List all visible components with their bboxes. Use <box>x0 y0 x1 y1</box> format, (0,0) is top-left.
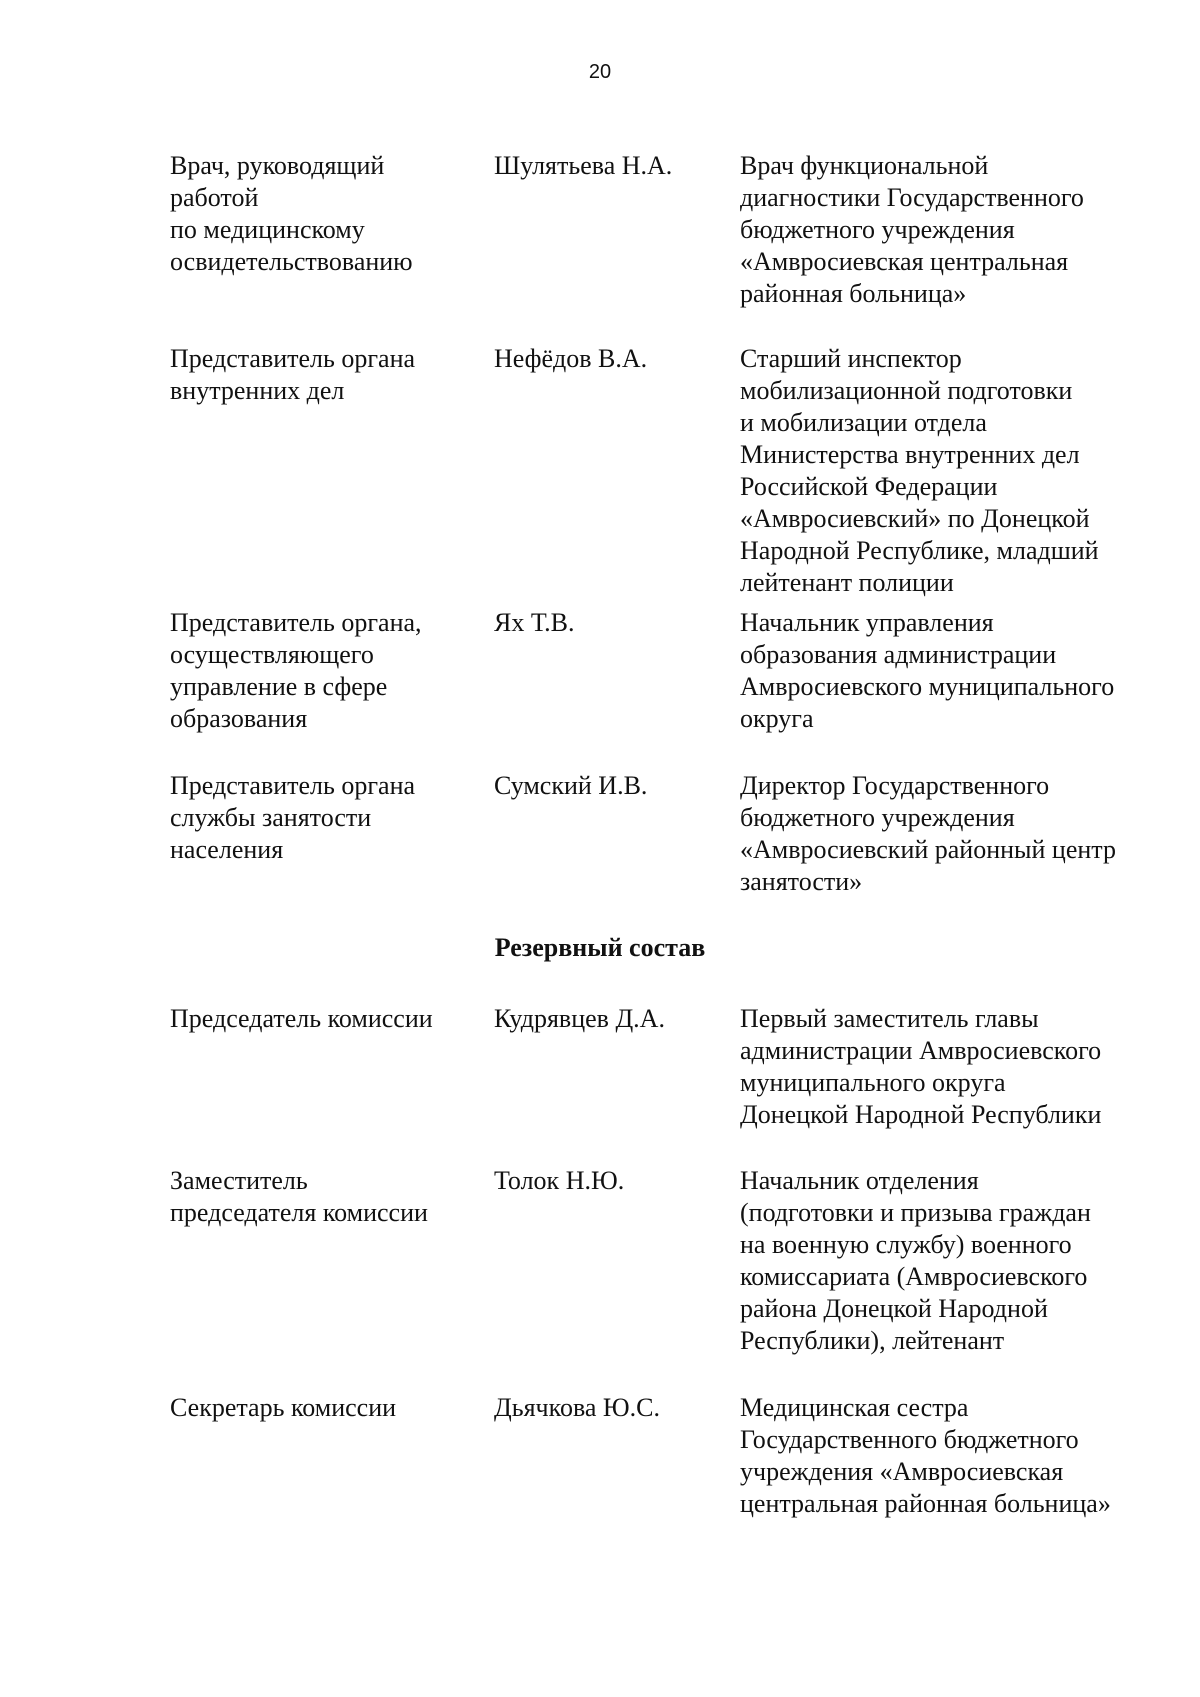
member-name: Ях Т.В. <box>494 608 575 637</box>
member-description: Врач функциональной диагностики Государственного бюджетного учреждения «Амвросиевская центральная районная больница» <box>740 151 1084 308</box>
member-role: Представитель органа внутренних дел <box>170 344 416 405</box>
member-description: Медицинская сестра Государственного бюджетного учреждения «Амвросиевская центральная районная больница» <box>740 1393 1111 1518</box>
page-number: 20 <box>588 61 612 83</box>
member-name: Кудрявцев Д.А. <box>494 1004 665 1033</box>
member-role: Председатель комиссии <box>170 1004 433 1033</box>
member-name: Дьячкова Ю.С. <box>494 1393 660 1422</box>
member-name: Сумский И.В. <box>494 771 648 800</box>
section-title-reserve: Резервный состав <box>494 933 706 962</box>
member-description: Старший инспектор мобилизационной подготовки и мобилизации отдела Министерства внутренних дел Российской Федерации «Амвросиевский» по Донецкой Народной Республике, младший лейтенант полиции <box>740 344 1099 597</box>
member-name: Нефёдов В.А. <box>494 344 648 373</box>
member-role: Представитель органа службы занятости населения <box>170 771 416 864</box>
member-role: Секретарь комиссии <box>170 1393 397 1422</box>
member-name: Шулятьева Н.А. <box>494 151 673 180</box>
member-role: Представитель органа, осуществляющего управление в сфере образования <box>170 608 422 733</box>
member-name: Толок Н.Ю. <box>494 1166 625 1195</box>
member-description: Начальник отделения (подготовки и призыва граждан на военную службу) военного комиссариата (Амвросиевского района Донецкой Народной Республики), лейтенант <box>740 1166 1091 1355</box>
member-description: Начальник управления образования администрации Амвросиевского муниципального округа <box>740 608 1115 733</box>
member-role: Заместитель председателя комиссии <box>170 1166 428 1227</box>
member-description: Первый заместитель главы администрации Амвросиевского муниципального округа Донецкой Народной Республики <box>740 1004 1102 1129</box>
member-description: Директор Государственного бюджетного учреждения «Амвросиевский районный центр занятости» <box>740 771 1116 896</box>
member-role: Врач, руководящий работой по медицинскому освидетельствованию <box>170 151 413 276</box>
